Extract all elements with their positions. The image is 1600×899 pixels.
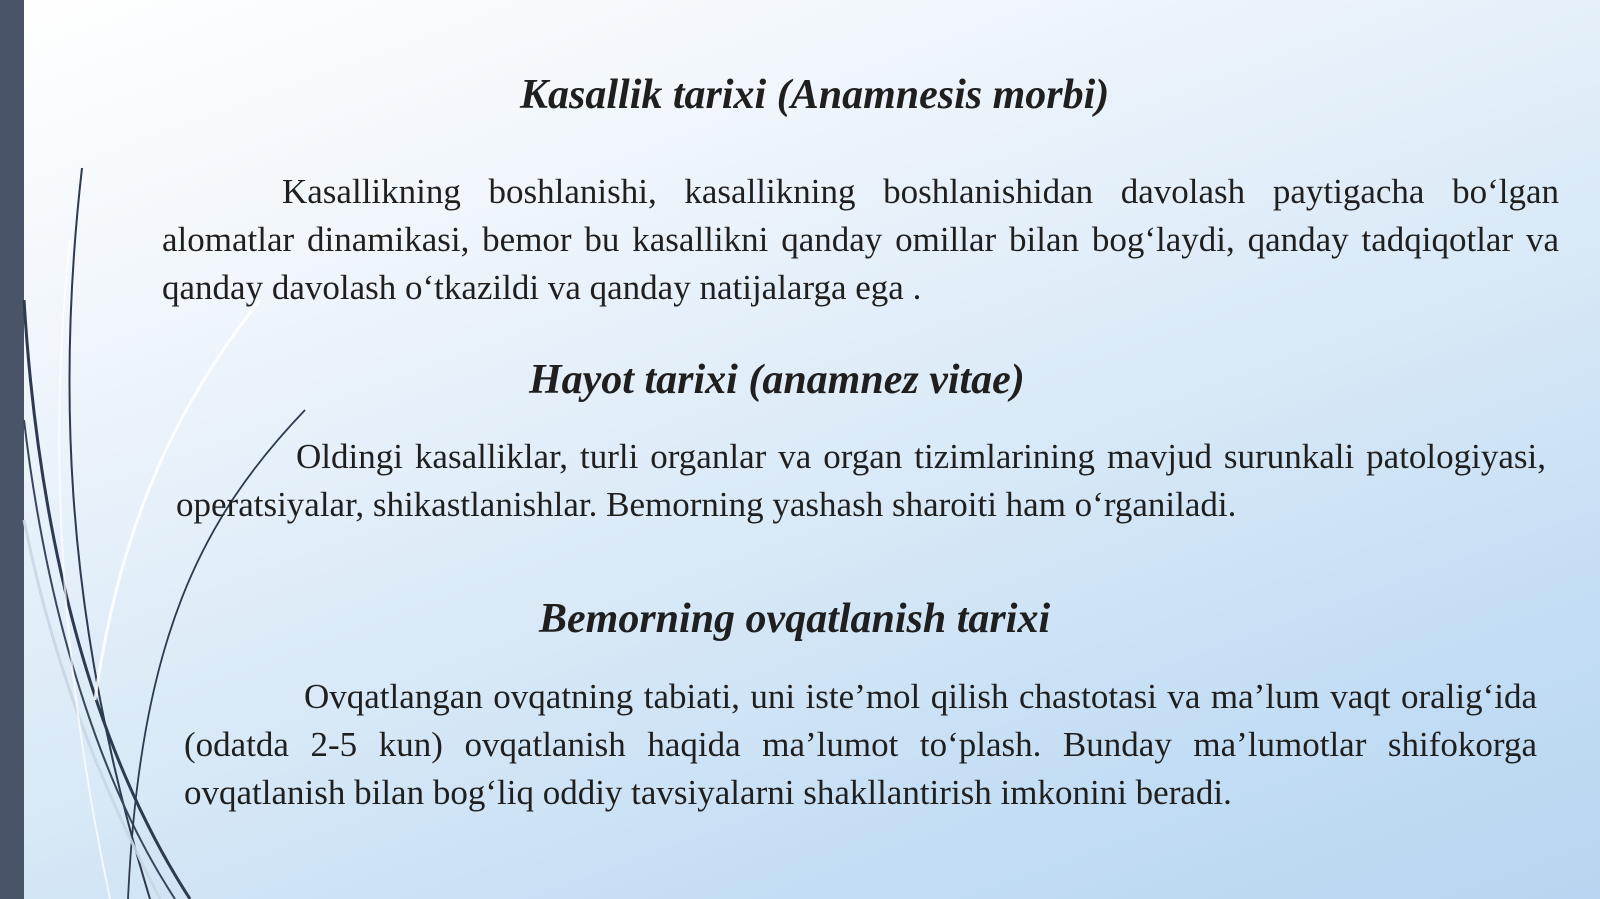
paragraph-text: Ovqatlangan ovqatning tabiati, uni iste’mol qilish chastotasi va ma’lum vaqt oralig‘ida (odatda 2-5 kun) ovqatlanish haqida ma’lumot to‘plash. Bunday ma’lumotlar shifokorga ovqatlanish bilan bog‘liq oddiy tavsiyalarni shakllantirish imkonini beradi.: [184, 677, 1537, 812]
section-body-anamnez-vitae: [176, 433, 1546, 529]
left-accent-bar: [0, 0, 24, 899]
section-heading-anamnesis-morbi: Kasallik tarixi (Anamnesis morbi): [520, 72, 1110, 118]
section-heading-nutrition-history: Bemorning ovqatlanish tarixi: [539, 596, 1051, 642]
paragraph-text: Oldingi kasalliklar, turli organlar va organ tizimlarining mavjud surunkali patologiyasi, operatsiyalar, shikastlanishlar. Bemorning yashash sharoiti ham o‘rganiladi.: [176, 437, 1546, 524]
section-body-nutrition-history: [184, 673, 1537, 817]
section-heading-anamnez-vitae: Hayot tarixi (anamnez vitae): [529, 357, 1025, 403]
paragraph-text: Kasallikning boshlanishi, kasallikning boshlanishidan davolash paytigacha bo‘lgan alomatlar dinamikasi, bemor bu kasallikni qanday omillar bilan bog‘laydi, qanday tadqiqotlar va qanday davolash o‘tkazildi va qanday natijalarga ega .: [162, 172, 1559, 307]
section-body-anamnesis-morbi: [162, 168, 1559, 312]
